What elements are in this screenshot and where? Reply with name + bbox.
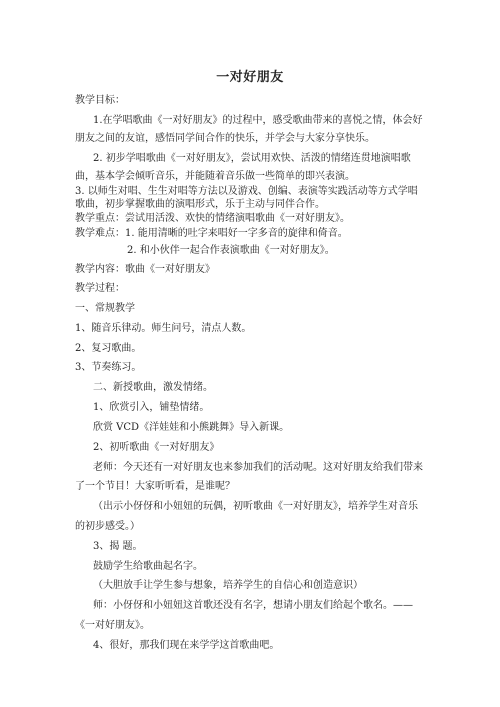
text-line: 教学目标：: [75, 95, 125, 106]
text-line: 歌曲，初步掌握歌曲的演唱形式，乐于主动与同伴合作。: [75, 199, 325, 210]
text-line: 鼓励学生给歌曲起名字。: [93, 561, 203, 572]
document-title: 一对好朋友: [216, 70, 284, 85]
text-line: 教学难点：1. 能用清晰的吐字来唱好一字多音的旋律和倚音。: [75, 228, 348, 239]
text-line: 教学重点：尝试用活泼、欢快的情绪演唱歌曲《一对好朋友》。: [75, 213, 350, 224]
text-line: 教学过程：: [75, 283, 125, 294]
text-line: （出示小伢伢和小妞妞的玩偶，初听歌曲《一对好朋友》，培养学生对音乐: [93, 501, 418, 512]
text-line: 教学内容：歌曲《一对好朋友》: [75, 264, 215, 275]
text-line: 曲，基本学会倾听音乐，并能随着音乐做一些简单的即兴表演。: [75, 171, 355, 182]
text-line: 3、揭 题。: [93, 541, 143, 552]
text-line: 4、很好，那我们现在来学学这首歌曲吧。: [93, 640, 280, 651]
text-line: （大胆放手让学生参与想象，培养学生的自信心和创造意识）: [93, 580, 363, 591]
text-line: 1、随音乐律动。师生问号，清点人数。: [75, 323, 252, 334]
text-line: 2. 初步学唱歌曲《一对好朋友》，尝试用欢快、活泼的情绪连贯地演唱歌: [93, 153, 411, 164]
text-line: 2. 和小伙伴一起合作表演歌曲《一对好朋友》。: [127, 245, 335, 256]
text-line: 的初步感受。）: [75, 521, 140, 532]
text-line: 1.在学唱歌曲《一对好朋友》的过程中，感受歌曲带来的喜悦之情，体会好: [93, 115, 423, 126]
text-line: 1、欣赏引入，铺垫情绪。: [93, 402, 210, 413]
text-line: 一、常规教学: [75, 303, 135, 314]
text-line: 师：小伢伢和小妞妞这首歌还没有名字，想请小朋友们给起个歌名。——: [93, 600, 413, 611]
text-line: 朋友之间的友谊，感悟同学间合作的快乐，并学会与大家分享快乐。: [75, 133, 375, 144]
text-line: 2、初听歌曲《一对好朋友》: [93, 442, 220, 453]
text-line: 欣赏 VCD《洋娃娃和小熊跳舞》导入新课。: [93, 422, 290, 433]
text-line: 3. 以师生对唱、生生对唱等方法以及游戏、创编、表演等实践活动等方式学唱: [75, 186, 418, 197]
text-line: 二、新授歌曲，激发情绪。: [93, 382, 213, 393]
text-line: 《一对好朋友》。: [75, 620, 150, 631]
text-line: 了一个节目！大家听听看，是谁呢？: [75, 481, 235, 492]
text-line: 3、节奏练习。: [75, 362, 142, 373]
text-line: 2、复习歌曲。: [75, 343, 142, 354]
text-line: 老师：今天还有一对好朋友也来参加我们的活动呢。这对好朋友给我们带来: [93, 462, 423, 473]
